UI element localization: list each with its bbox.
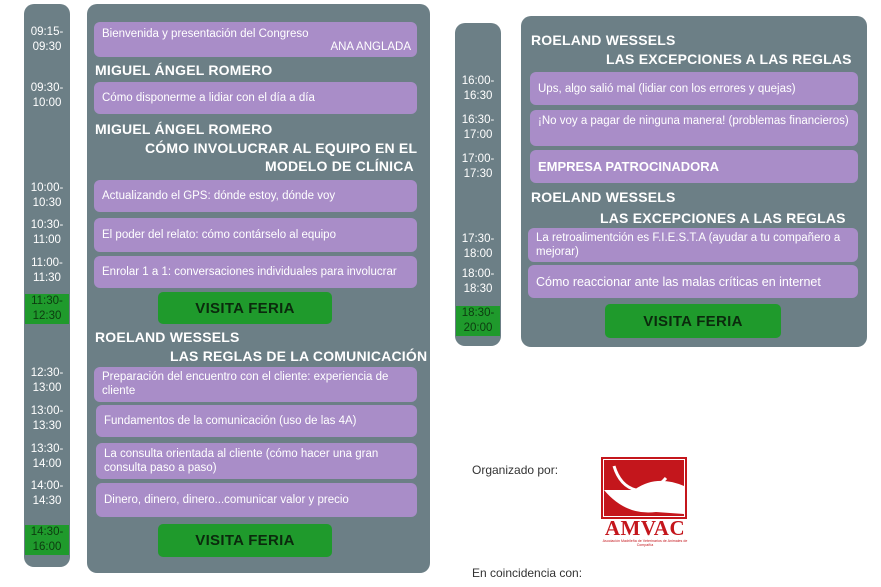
- session-item: [530, 110, 858, 146]
- session-title: Actualizando el GPS: dónde estoy, dónde voy: [102, 190, 336, 202]
- session-title: Preparación del encuentro con el cliente: experiencia de cliente: [102, 371, 389, 397]
- session-item: [94, 367, 417, 402]
- logo-text: AMVAC: [604, 516, 686, 540]
- session-welcome: [94, 22, 417, 57]
- speaker-heading: MIGUEL ÁNGEL ROMERO: [95, 62, 273, 78]
- speaker-heading: ROELAND WESSELS: [95, 329, 240, 345]
- speaker-heading: MIGUEL ÁNGEL ROMERO: [95, 121, 273, 137]
- right-time-column: [455, 23, 501, 346]
- time-slot: 09:15- 09:30: [30, 26, 64, 53]
- session-title: Bienvenida y presentación del Congreso: [102, 28, 309, 40]
- time-slot: 18:30- 20:00: [456, 306, 500, 336]
- session-item: [94, 256, 417, 288]
- session-item: [96, 443, 417, 479]
- session-item: [96, 405, 417, 437]
- session-title: La retroalimentción es F.I.E.S.T.A (ayudar a tu compañero a mejorar): [536, 232, 841, 258]
- time-slot: 14:00- 14:30: [30, 480, 64, 507]
- time-slot: 11:30- 12:30: [25, 294, 69, 324]
- block-title: MODELO DE CLÍNICA: [265, 158, 414, 174]
- session-item: [528, 265, 858, 298]
- session-title: Cómo disponerme a lidiar con el día a día: [102, 92, 315, 104]
- time-slot: 14:30- 16:00: [25, 525, 69, 555]
- speaker-heading: ROELAND WESSELS: [531, 189, 676, 205]
- session-title: Enrolar 1 a 1: conversaciones individuales para involucrar: [102, 266, 397, 278]
- session-title: Fundamentos de la comunicación (uso de las 4A): [104, 415, 357, 427]
- time-slot: 10:00- 10:30: [30, 182, 64, 209]
- time-slot: 18:00- 18:30: [461, 268, 495, 295]
- session-item: [94, 218, 417, 252]
- session-speaker: ANA ANGLADA: [330, 41, 411, 53]
- session-title: Cómo reaccionar ante las malas críticas en internet: [536, 274, 821, 289]
- sponsor-block: EMPRESA PATROCINADORA: [530, 150, 858, 183]
- block-title: CÓMO INVOLUCRAR AL EQUIPO EN EL: [145, 140, 418, 156]
- time-slot: 09:30- 10:00: [30, 82, 64, 109]
- logo-subtext: Asociación Madrileña de Veterinarios de Animales de Compañía: [602, 539, 688, 547]
- session-item: [94, 180, 417, 212]
- session-title: ¡No voy a pagar de ninguna manera! (problemas financieros): [538, 115, 849, 127]
- time-slot: 13:00- 13:30: [30, 405, 64, 432]
- speaker-heading: ROELAND WESSELS: [531, 32, 676, 48]
- feria-banner: VISITA FERIA: [605, 304, 781, 338]
- time-slot: 16:30- 17:00: [461, 114, 495, 141]
- time-slot: 17:00- 17:30: [461, 153, 495, 180]
- feria-banner: VISITA FERIA: [158, 292, 332, 324]
- block-title: LAS EXCEPCIONES A LAS REGLAS: [600, 210, 846, 226]
- time-slot: 16:00- 16:30: [461, 75, 495, 102]
- time-slot: 10:30- 11:00: [30, 219, 64, 246]
- feria-banner: VISITA FERIA: [158, 524, 332, 557]
- time-slot: 11:00- 11:30: [31, 257, 63, 284]
- block-title: LAS REGLAS DE LA COMUNICACIÓN: [170, 348, 428, 364]
- session-item: [94, 82, 417, 114]
- coincidence-label: En coincidencia con:: [472, 566, 583, 580]
- session-title: Ups, algo salió mal (lidiar con los errores y quejas): [538, 82, 796, 95]
- time-slot: 13:30- 14:00: [30, 443, 64, 470]
- session-item: [96, 483, 417, 517]
- session-title: La consulta orientada al cliente (cómo hacer una gran consulta paso a paso): [104, 448, 379, 474]
- time-slot: 12:30- 13:00: [30, 367, 64, 394]
- session-item: [530, 72, 858, 105]
- organized-by-label: Organizado por:: [472, 463, 559, 477]
- amvac-logo: [596, 456, 692, 552]
- session-title: El poder del relato: cómo contárselo al equipo: [102, 229, 336, 241]
- session-title: Dinero, dinero, dinero...comunicar valor y precio: [104, 494, 349, 506]
- block-title: LAS EXCEPCIONES A LAS REGLAS: [606, 51, 852, 67]
- session-item: [528, 228, 858, 262]
- time-slot: 17:30- 18:00: [461, 233, 495, 260]
